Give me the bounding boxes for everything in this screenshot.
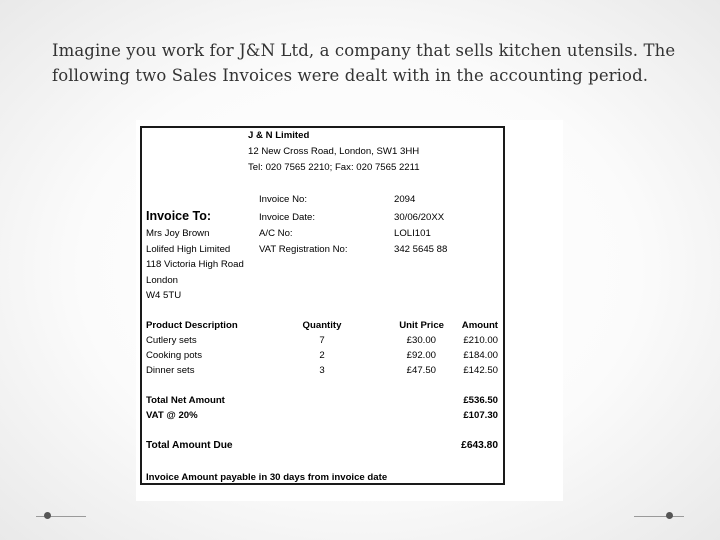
item-amount: £210.00 xyxy=(463,335,498,346)
col-header-description: Product Description xyxy=(146,320,238,331)
vat-value: £107.30 xyxy=(463,410,498,421)
intro-line-1: Imagine you work for J&N Ltd, a company that sells kitchen utensils. The xyxy=(52,41,676,60)
company-name: J & N Limited xyxy=(248,130,310,141)
item-description: Dinner sets xyxy=(146,365,195,376)
ac-no-label: A/C No: xyxy=(259,228,293,239)
total-due-label: Total Amount Due xyxy=(146,440,233,451)
item-description: Cooking pots xyxy=(146,350,202,361)
item-amount: £184.00 xyxy=(463,350,498,361)
recipient-line: London xyxy=(146,275,179,286)
payment-terms: Invoice Amount payable in 30 days from invoice date xyxy=(146,472,388,483)
invoice-date-label: Invoice Date: xyxy=(259,212,315,223)
vat-reg-value: 342 5645 88 xyxy=(394,244,448,255)
invoice-date-value: 30/06/20XX xyxy=(394,212,445,223)
recipient-line: Lolifed High Limited xyxy=(146,244,231,255)
item-unit-price: £30.00 xyxy=(406,335,436,346)
total-due-value: £643.80 xyxy=(461,440,498,451)
slide-intro-text xyxy=(52,38,692,88)
item-unit-price: £92.00 xyxy=(406,350,436,361)
sales-invoice xyxy=(136,120,563,501)
col-header-amount: Amount xyxy=(461,320,498,331)
recipient-line: Mrs Joy Brown xyxy=(146,228,210,239)
invoice-no-value: 2094 xyxy=(394,194,416,205)
vat-label: VAT @ 20% xyxy=(146,410,198,421)
recipient-line: W4 5TU xyxy=(146,290,182,301)
total-net-label: Total Net Amount xyxy=(146,395,225,406)
item-quantity: 3 xyxy=(319,365,325,376)
total-net-value: £536.50 xyxy=(463,395,498,406)
item-description: Cutlery sets xyxy=(146,335,197,346)
invoice-no-label: Invoice No: xyxy=(259,194,307,205)
invoice-to-heading: Invoice To: xyxy=(146,209,212,223)
item-amount: £142.50 xyxy=(463,365,498,376)
company-contact: Tel: 020 7565 2210; Fax: 020 7565 2211 xyxy=(248,162,420,173)
corner-line-right xyxy=(634,516,684,517)
recipient-line: 118 Victoria High Road xyxy=(146,259,244,270)
corner-dot-right xyxy=(666,512,673,519)
item-quantity: 7 xyxy=(319,335,325,346)
col-header-unit-price: Unit Price xyxy=(399,320,444,331)
vat-reg-label: VAT Registration No: xyxy=(259,244,348,255)
item-quantity: 2 xyxy=(319,350,325,361)
corner-dot-left xyxy=(44,512,51,519)
ac-no-value: LOLI101 xyxy=(394,228,431,239)
company-address: 12 New Cross Road, London, SW1 3HH xyxy=(248,146,420,157)
item-unit-price: £47.50 xyxy=(406,365,436,376)
col-header-quantity: Quantity xyxy=(302,320,342,331)
invoice-border xyxy=(140,126,505,485)
intro-line-2: following two Sales Invoices were dealt with in the accounting period. xyxy=(52,66,649,85)
